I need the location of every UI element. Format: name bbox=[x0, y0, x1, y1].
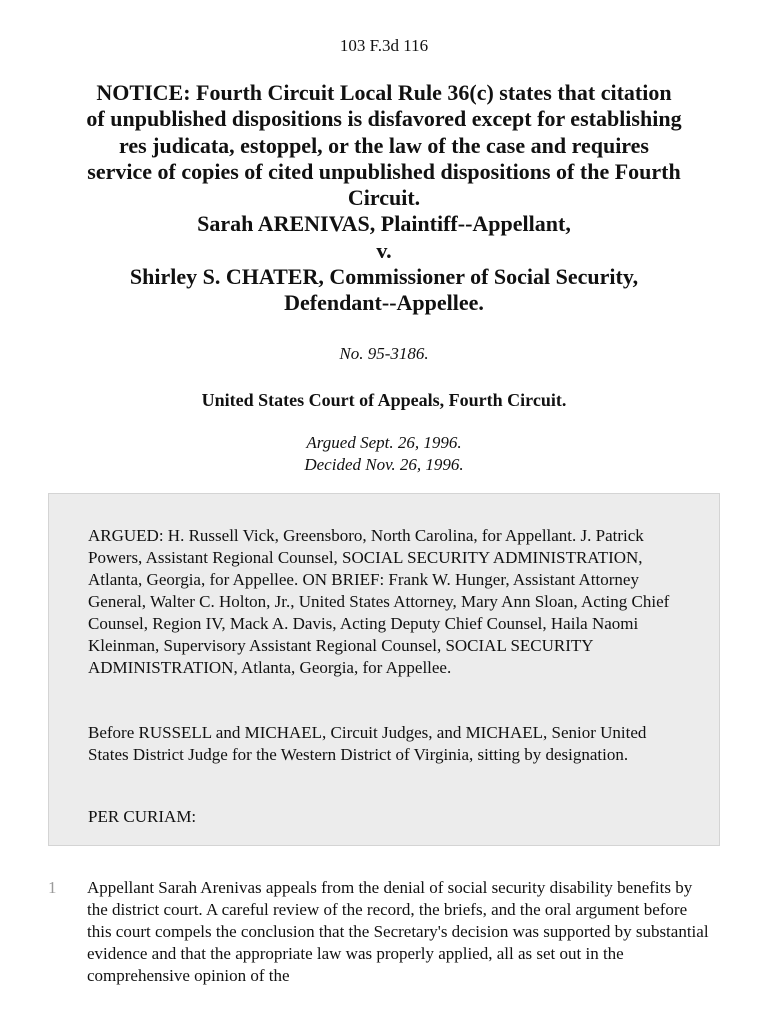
decided-date: Decided Nov. 26, 1996. bbox=[304, 455, 464, 474]
versus: v. bbox=[376, 237, 392, 263]
case-heading bbox=[40, 80, 728, 317]
per-curiam: PER CURIAM: bbox=[88, 807, 197, 826]
argued-date: Argued Sept. 26, 1996. bbox=[306, 433, 462, 452]
paragraph-number: 1 bbox=[48, 878, 57, 897]
notice-line-5: Circuit. bbox=[347, 185, 421, 211]
judges-paragraph: Before RUSSELL and MICHAEL, Circuit Judges, and MICHAEL, Senior United States District Judge for the Western District of Virginia, sitting by designation. bbox=[88, 723, 647, 764]
court-name: United States Court of Appeals, Fourth Circuit. bbox=[201, 390, 567, 410]
counsel-paragraph: ARGUED: H. Russell Vick, Greensboro, North Carolina, for Appellant. J. Patrick Powers, Assistant Regional Counsel, SOCIAL SECURITY ADMINISTRATION, Atlanta, Georgia, for Appellee. ON BRIEF: Frank W. Hunger, Assistant Attorney General, Walter C. Holton, Jr., United States Attorney, Mary Ann Sloan, Acting Chief Counsel, Region IV, Mack A. Davis, Acting Deputy Chief Counsel, Haila Naomi Kleinman, Supervisory Assistant Regional Counsel, SOCIAL SECURITY ADMINISTRATION, Atlanta, Georgia, for Appellee. bbox=[88, 526, 670, 677]
notice-line-2: of unpublished dispositions is disfavored except for establishing bbox=[86, 106, 682, 132]
counsel-panel bbox=[48, 493, 720, 846]
appellee-role: Defendant--Appellee. bbox=[284, 290, 484, 316]
case-citation: 103 F.3d 116 bbox=[339, 36, 429, 55]
case-dates bbox=[0, 432, 768, 476]
docket-number: No. 95-3186. bbox=[339, 344, 429, 363]
notice-line-4: service of copies of cited unpublished dispositions of the Fourth bbox=[87, 158, 681, 184]
notice-line-3: res judicata, estoppel, or the law of the case and requires bbox=[118, 132, 649, 158]
opinion-paragraph: Appellant Sarah Arenivas appeals from the denial of social security disability benefits by the district court. A careful review of the record, the briefs, and the oral argument before this court compels the conclusion that the Secretary's decision was supported by substantial evidence and that the appropriate law was properly applied, all as set out in the comprehensive opinion of the bbox=[87, 878, 709, 985]
appellant-party: Sarah ARENIVAS, Plaintiff--Appellant, bbox=[197, 211, 571, 237]
notice-line-1: NOTICE: Fourth Circuit Local Rule 36(c) states that citation bbox=[96, 80, 672, 105]
appellee-party: Shirley S. CHATER, Commissioner of Social Security, bbox=[129, 264, 639, 290]
